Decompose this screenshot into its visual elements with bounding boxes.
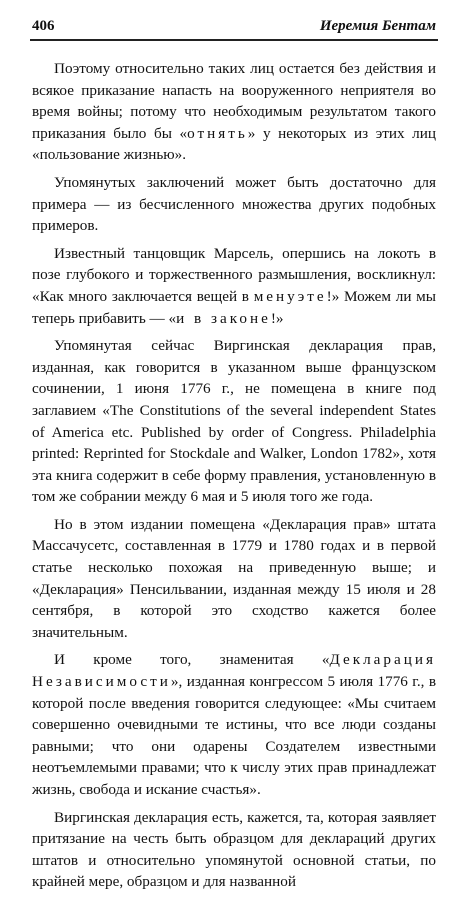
- body-text: [32, 58, 436, 899]
- text-run: !» Можем ли мы теперь прибавить — «: [32, 287, 436, 327]
- text-run: Известный танцовщик Марсель, опершись на локоть в позе глубокого и торжественного размышления, воскликнул: «Как много заключается вещей в: [32, 244, 436, 305]
- spaced-text: отнять: [187, 124, 248, 142]
- paragraph: [32, 335, 436, 508]
- text-run: Упомянутых заключений может быть достаточно для примера — из бесчисленного множества других подобных примеров.: [32, 173, 436, 235]
- paragraph: [32, 514, 436, 644]
- spaced-text: менуэте: [253, 287, 327, 305]
- running-title: Иеремия Бентам: [319, 18, 436, 34]
- text-run: !»: [270, 309, 284, 327]
- text-run: Поэтому относительно таких лиц остается без действия и всякое приказание напасть на вооруженного неприятеля во время войны; потому что необходимым результатом такого приказания было бы «: [32, 60, 436, 142]
- text-run: », изданная конгрессом 5 июля 1776 г., в которой после введения говорится следующее: «Мы считаем совершенно очевидными те истины, что все люди созданы равными; что они одарены Создателем известными неотъемлемыми правами; что к числу этих прав принадлежат жизнь, свобода и искание счастья».: [32, 673, 436, 798]
- running-header: [32, 11, 436, 35]
- paragraph: [32, 243, 436, 329]
- spaced-text: и в законе: [176, 309, 271, 327]
- text-run: Упомянутая сейчас Виргинская декларация прав, изданная, как говорится в указанном выше французском сочинении, 1 июня 1776 г., не помещена в книге под заглавием «The Constitutions of the several independent States of America etc. Published by order of Congress. Philadelphia printed: Reprinted for Stockdale and Walker, London 1782», хотя эта книга содержит в себе форму правления, установленную в том же собрании между 6 мая и 5 июля того же года.: [32, 337, 436, 506]
- text-run: Виргинская декларация есть, кажется, та, которая заявляет притязание на честь быть образцом для деклараций других штатов и относительно упомянутой основной статьи, по крайней мере, образцом и для названной: [32, 808, 436, 891]
- page-number: 406: [32, 18, 55, 34]
- text-run: И кроме того, знаменитая «: [54, 651, 330, 669]
- paragraph: [32, 807, 436, 893]
- header-rule: [30, 39, 438, 41]
- paragraph: [32, 649, 436, 800]
- spaced-text: Декларация Независимости: [32, 651, 436, 691]
- text-run: » у некоторых из этих лиц «пользование жизнью».: [32, 124, 436, 164]
- text-run: Но в этом издании помещена «Декларация прав» штата Массачусетс, составленная в 1779 и 1780 годах и в первой статье несколько похожая на приведенную выше; и «Декларация» Пенсильвании, изданная между 15 июля и 28 сентября, в которой это сходство кажется более значительным.: [32, 515, 436, 641]
- paragraph: [32, 58, 436, 166]
- paragraph: [32, 172, 436, 237]
